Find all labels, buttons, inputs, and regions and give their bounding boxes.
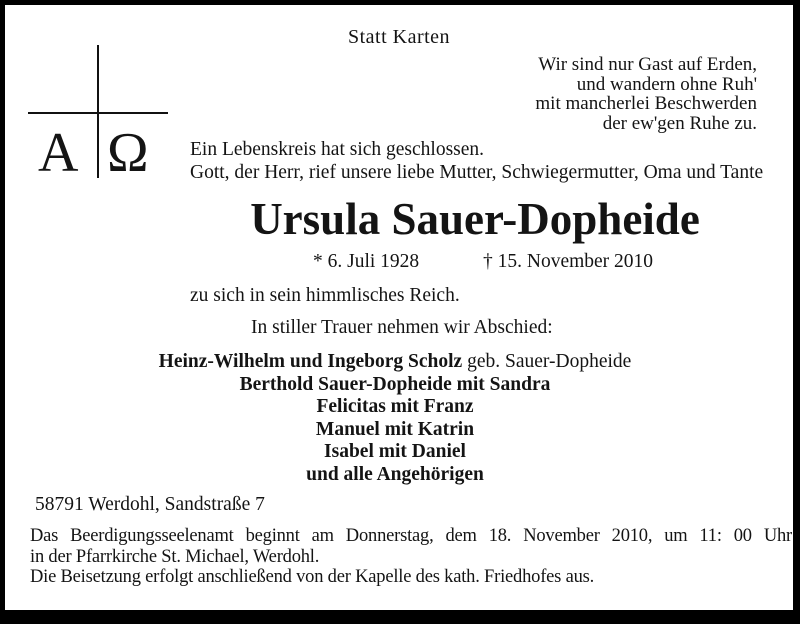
verse-line: und wandern ohne Ruh' <box>576 73 757 95</box>
alpha-omega-cross-icon <box>28 45 168 185</box>
mourner-line: und alle Angehörigen <box>306 463 484 485</box>
address-line: 58791 Werdohl, Sandstraße 7 <box>35 494 265 515</box>
omega-letter: Ω <box>107 122 149 184</box>
verse-line: der ew'gen Ruhe zu. <box>602 112 757 134</box>
deceased-name: Ursula Sauer-Dopheide <box>250 194 700 244</box>
alpha-letter: A <box>38 122 79 184</box>
death-date: † 15. November 2010 <box>483 251 654 272</box>
burial-info-line: Die Beisetzung erfolgt anschließend von der Kapelle des kath. Friedhofes aus. <box>30 567 595 587</box>
mourner-maiden-name: geb. Sauer-Dopheide <box>467 351 632 372</box>
cross-horizontal-line <box>28 112 168 114</box>
intro-text <box>190 138 763 184</box>
birth-date: * 6. Juli 1928 <box>313 251 420 272</box>
mourner-line: Manuel mit Katrin <box>315 418 475 440</box>
mourner-line: Felicitas mit Franz <box>316 396 474 417</box>
verse-line: mit mancherlei Beschwerden <box>535 93 757 114</box>
statt-karten-note: Statt Karten <box>347 26 451 48</box>
mourner-line <box>100 351 690 374</box>
verse-line: Wir sind nur Gast auf Erden, <box>538 54 757 75</box>
mourners-list <box>100 351 690 486</box>
funeral-verse <box>535 55 757 133</box>
funeral-info <box>30 526 792 588</box>
reich-line: zu sich in sein himmlisches Reich. <box>190 285 460 306</box>
trauer-line: In stiller Trauer nehmen wir Abschied: <box>251 317 553 338</box>
mourner-name-bold: Heinz-Wilhelm und Ingeborg Scholz <box>158 351 463 372</box>
mourner-line: Berthold Sauer-Dopheide mit Sandra <box>239 373 551 395</box>
funeral-info-line-2: in der Pfarrkirche St. Michael, Werdohl. <box>30 546 320 567</box>
intro-line-2: Gott, der Herr, rief unsere liebe Mutter, Schwiegermutter, Oma und Tante <box>190 162 764 183</box>
mourner-line: Isabel mit Daniel <box>324 441 466 462</box>
intro-line-1: Ein Lebenskreis hat sich geschlossen. <box>190 139 485 160</box>
funeral-info-line-1: Das Beerdigungsseelenamt beginnt am Donnerstag, dem 18. November 2010, um 11: 00 Uhr <box>30 526 792 546</box>
